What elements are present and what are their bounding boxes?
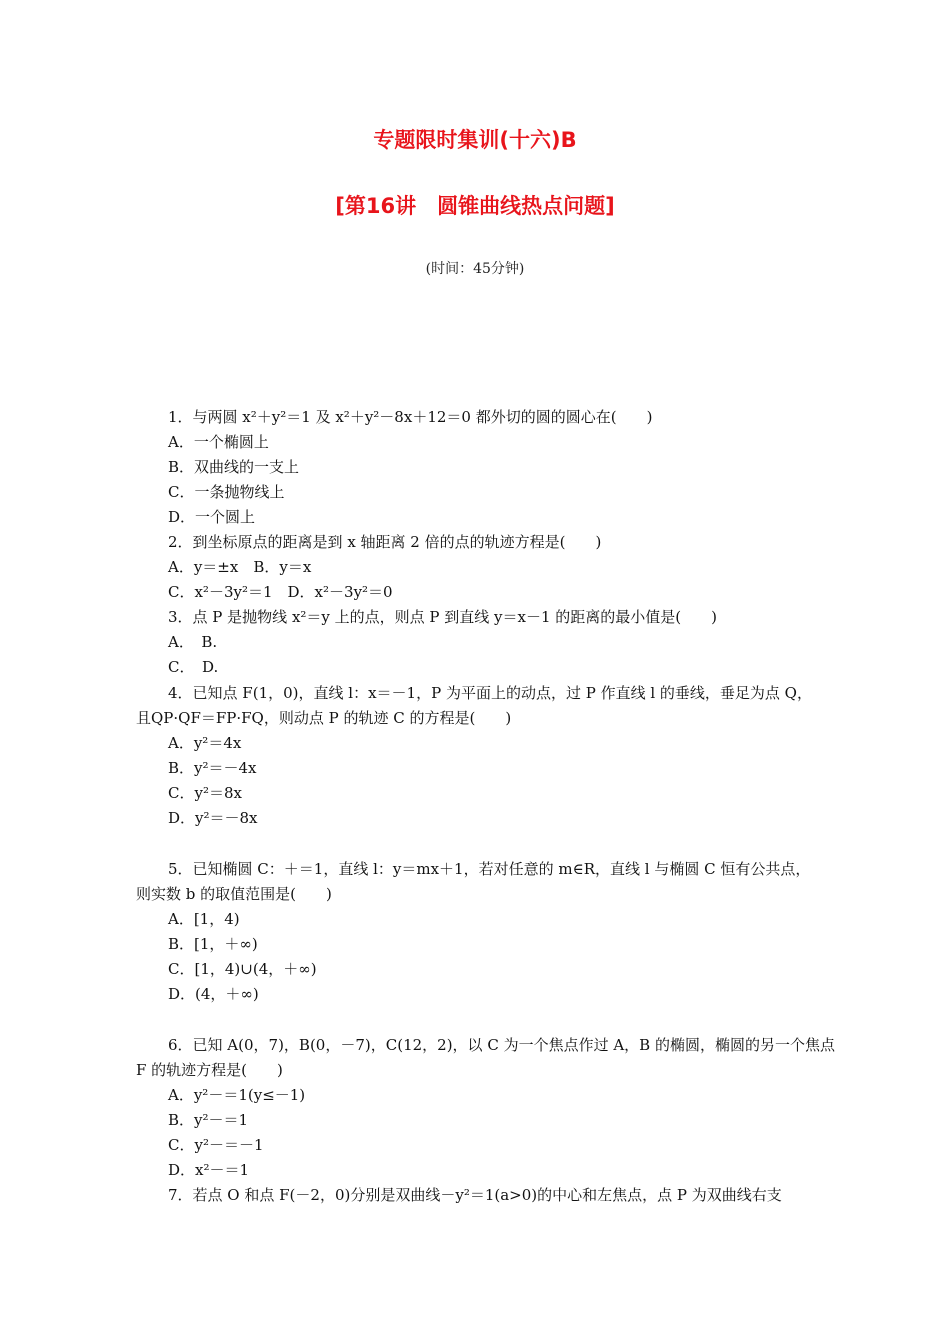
time-note: (时间：45分钟): [425, 261, 525, 277]
question-6-option-d: D．x²－＝1: [168, 1161, 250, 1179]
question-4-option-b: B．y²＝－4x: [168, 759, 257, 777]
question-5-option-a: A．[1，4): [168, 910, 240, 928]
page-title: 专题限时集训(十六)B: [373, 128, 577, 152]
question-6-continued: F 的轨迹方程是( ): [136, 1061, 283, 1079]
question-7: 7．若点 O 和点 F(－2，0)分别是双曲线－y²＝1(a>0)的中心和左焦点，点 P 为双曲线右支: [168, 1186, 782, 1204]
question-4-option-d: D．y²＝－8x: [168, 809, 258, 827]
question-2: 2．到坐标原点的距离是到 x 轴距离 2 倍的点的轨迹方程是( ): [168, 533, 602, 551]
question-1-option-c: C．一条抛物线上: [168, 483, 285, 501]
question-4-option-a: A．y²＝4x: [168, 734, 242, 752]
question-1-option-b: B．双曲线的一支上: [168, 458, 300, 476]
question-1: 1．与两圆 x²＋y²＝1 及 x²＋y²－8x＋12＝0 都外切的圆的圆心在( ): [168, 408, 653, 426]
question-4-option-c: C．y²＝8x: [168, 784, 242, 802]
question-3-options-cd: C． D.: [168, 658, 219, 676]
question-5-option-c: C．[1，4)∪(4，＋∞): [168, 960, 317, 978]
question-1-option-d: D．一个圆上: [168, 508, 256, 526]
question-6-option-c: C．y²－＝－1: [168, 1136, 264, 1154]
page-subtitle: [第16讲 圆锥曲线热点问题]: [335, 194, 615, 218]
question-4: 4．已知点 F(1，0)，直线 l：x＝－1，P 为平面上的动点，过 P 作直线 l 的垂线，垂足为点 Q，: [168, 684, 812, 702]
question-3: 3．点 P 是抛物线 x²＝y 上的点，则点 P 到直线 y＝x－1 的距离的最小值是( ): [168, 608, 718, 626]
question-5-option-d: D．(4，＋∞): [168, 985, 259, 1003]
question-6-option-b: B．y²－＝1: [168, 1111, 249, 1129]
question-4-continued: 且QP·QF＝FP·FQ，则动点 P 的轨迹 C 的方程是( ): [136, 709, 512, 727]
question-1-option-a: A．一个椭圆上: [168, 433, 269, 451]
question-2-options-cd: C．x²－3y²＝1 D．x²－3y²＝0: [168, 583, 393, 601]
question-5: 5．已知椭圆 C：＋＝1，直线 l：y＝mx＋1，若对任意的 m∈R，直线 l 与椭圆 C 恒有公共点，: [168, 860, 811, 878]
question-6-option-a: A．y²－＝1(y≤－1): [168, 1086, 306, 1104]
question-3-options-ab: A． B.: [168, 633, 218, 651]
question-6: 6．已知 A(0，7)，B(0，－7)，C(12，2)，以 C 为一个焦点作过 A，B 的椭圆，椭圆的另一个焦点: [168, 1036, 835, 1054]
question-5-continued: 则实数 b 的取值范围是( ): [136, 885, 332, 903]
question-2-options-ab: A．y＝±x B．y＝x: [168, 558, 312, 576]
question-5-option-b: B．[1，＋∞): [168, 935, 258, 953]
